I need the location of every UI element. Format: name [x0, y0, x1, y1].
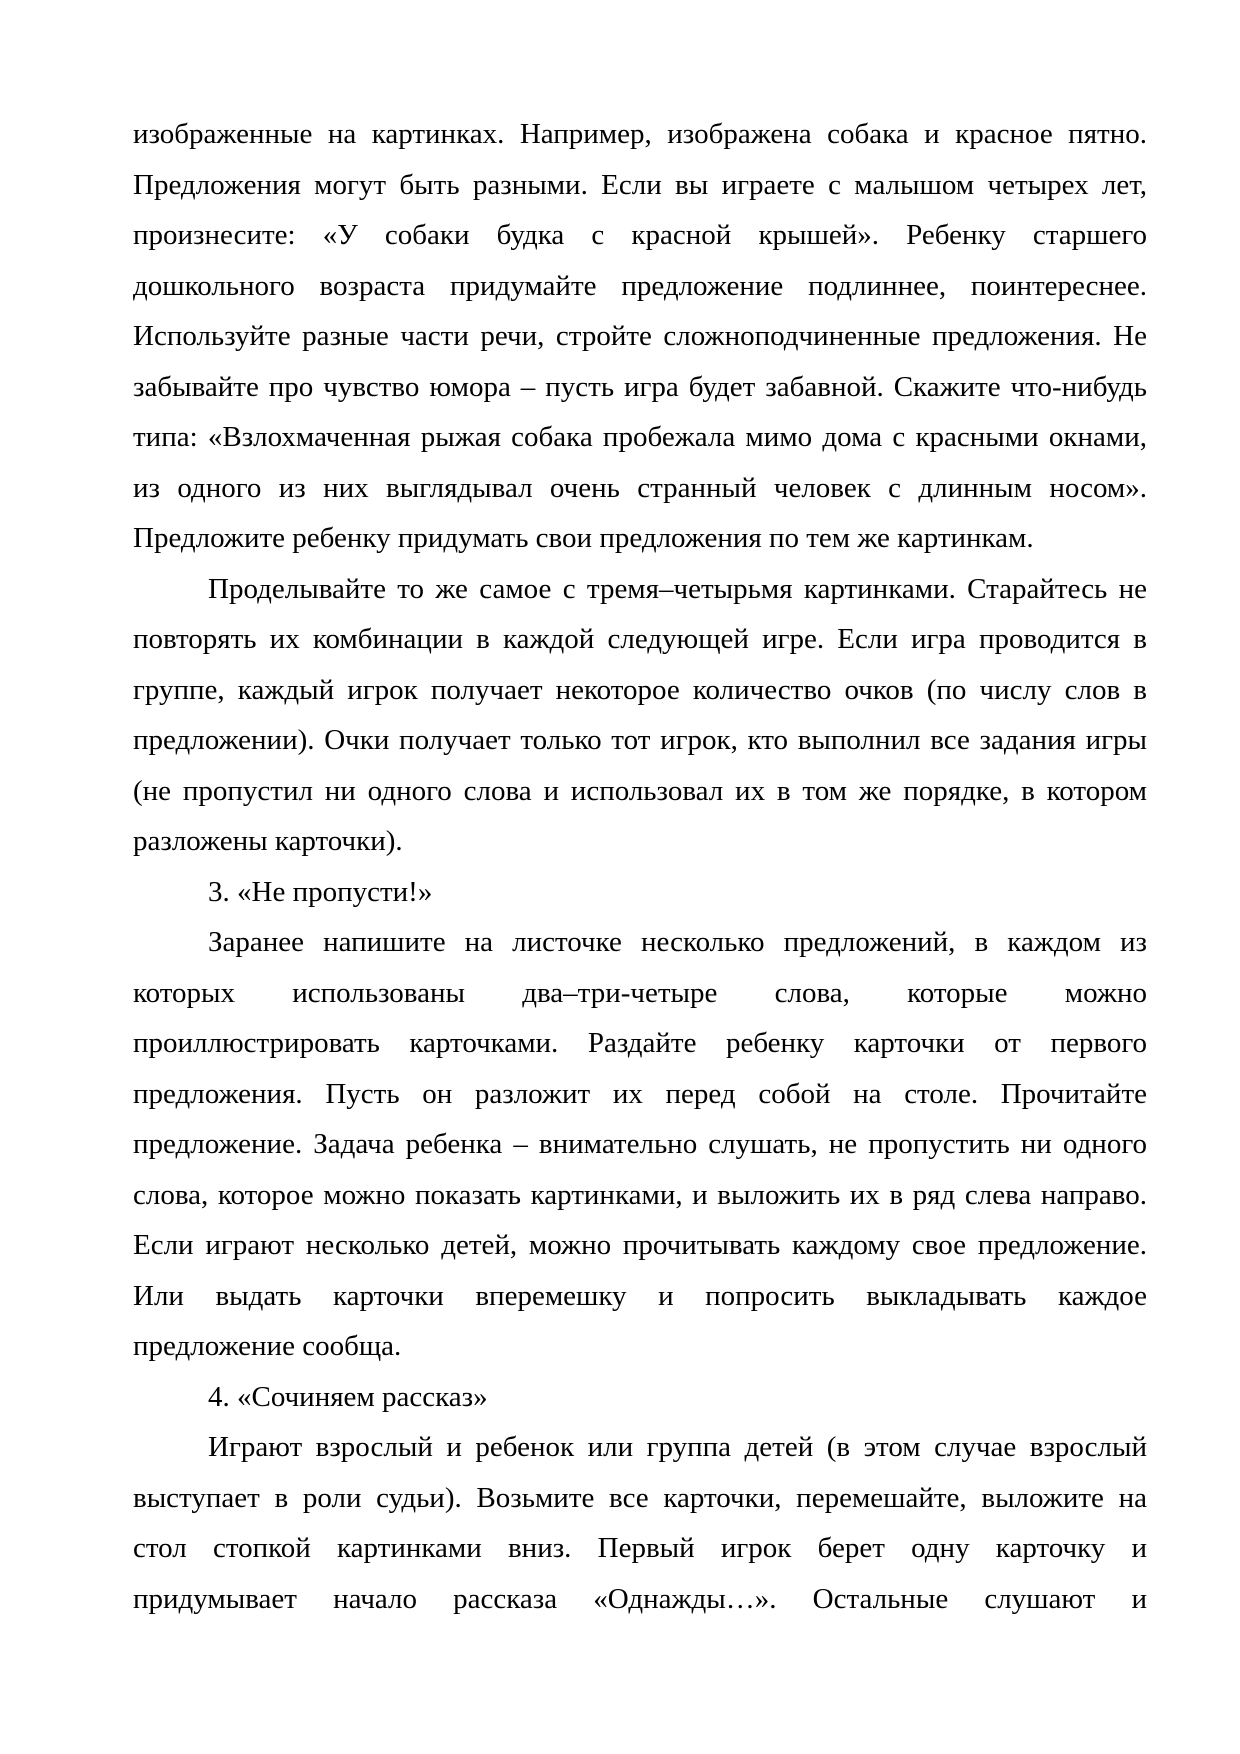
text-line: придумывает начало рассказа «Однажды…». Остальные слушают и — [133, 1582, 1147, 1615]
text-line: Проделывайте то же самое с тремя–четырьмя картинками. Старайтесь не — [208, 572, 1147, 605]
text-line: проиллюстрировать карточками. Раздайте ребенку карточки от первого — [133, 1027, 1147, 1059]
text-line: дошкольного возраста придумайте предложение подлиннее, поинтереснее. — [133, 269, 1147, 302]
text-line: группе, каждый игрок получает некоторое количество очков (по числу слов в — [133, 673, 1147, 706]
text-line: 4. «Сочиняем рассказ» — [208, 1380, 488, 1413]
text-line: которых использованы два–три-четыре слова, которые можно — [133, 976, 1147, 1009]
text-line: Предложите ребенку придумать свои предложения по тем же картинкам. — [133, 522, 1034, 554]
text-line: (не пропустил ни одного слова и использовал их в том же порядке, в котором — [133, 774, 1147, 807]
text-line: Играют взрослый и ребенок или группа детей (в этом случае взрослый — [208, 1431, 1147, 1463]
text-line: разложены карточки). — [133, 825, 403, 857]
text-line: произнесите: «У собаки будка с красной крышей». Ребенку старшего — [133, 219, 1147, 251]
text-line: Или выдать карточки вперемешку и попросить выкладывать каждое — [133, 1279, 1147, 1312]
text-line: выступает в роли судьи). Возьмите все карточки, перемешайте, выложите на — [133, 1481, 1147, 1514]
text-line: предложение сообща. — [133, 1330, 402, 1362]
text-line: из одного из них выглядывал очень странный человек с длинным носом». — [133, 471, 1147, 504]
text-line: предложение. Задача ребенка – внимательно слушать, не пропустить ни одного — [133, 1128, 1147, 1160]
text-line: типа: «Взлохмаченная рыжая собака пробежала мимо дома с красными окнами, — [133, 421, 1147, 453]
text-line: забывайте про чувство юмора – пусть игра будет забавной. Скажите что-нибудь — [133, 370, 1147, 403]
text-line: изображенные на картинках. Например, изображена собака и красное пятно. — [133, 118, 1147, 150]
text-line: Используйте разные части речи, стройте сложноподчиненные предложения. Не — [133, 320, 1147, 352]
text-line: предложения. Пусть он разложит их перед собой на столе. Прочитайте — [133, 1077, 1147, 1110]
document-body-text — [133, 109, 1147, 1624]
text-line: Если играют несколько детей, можно прочитывать каждому свое предложение. — [133, 1229, 1147, 1261]
text-line: 3. «Не пропусти!» — [208, 875, 433, 908]
text-line: предложении). Очки получает только тот игрок, кто выполнил все задания игры — [133, 724, 1147, 756]
text-line: слова, которое можно показать картинками, и выложить их в ряд слева направо. — [133, 1178, 1147, 1211]
text-line: Предложения могут быть разными. Если вы играете с малышом четырех лет, — [133, 168, 1147, 201]
text-line: повторять их комбинации в каждой следующей игре. Если игра проводится в — [133, 623, 1147, 655]
text-line: стол стопкой картинками вниз. Первый игрок берет одну карточку и — [133, 1532, 1147, 1564]
text-line: Заранее напишите на листочке несколько предложений, в каждом из — [208, 926, 1147, 958]
